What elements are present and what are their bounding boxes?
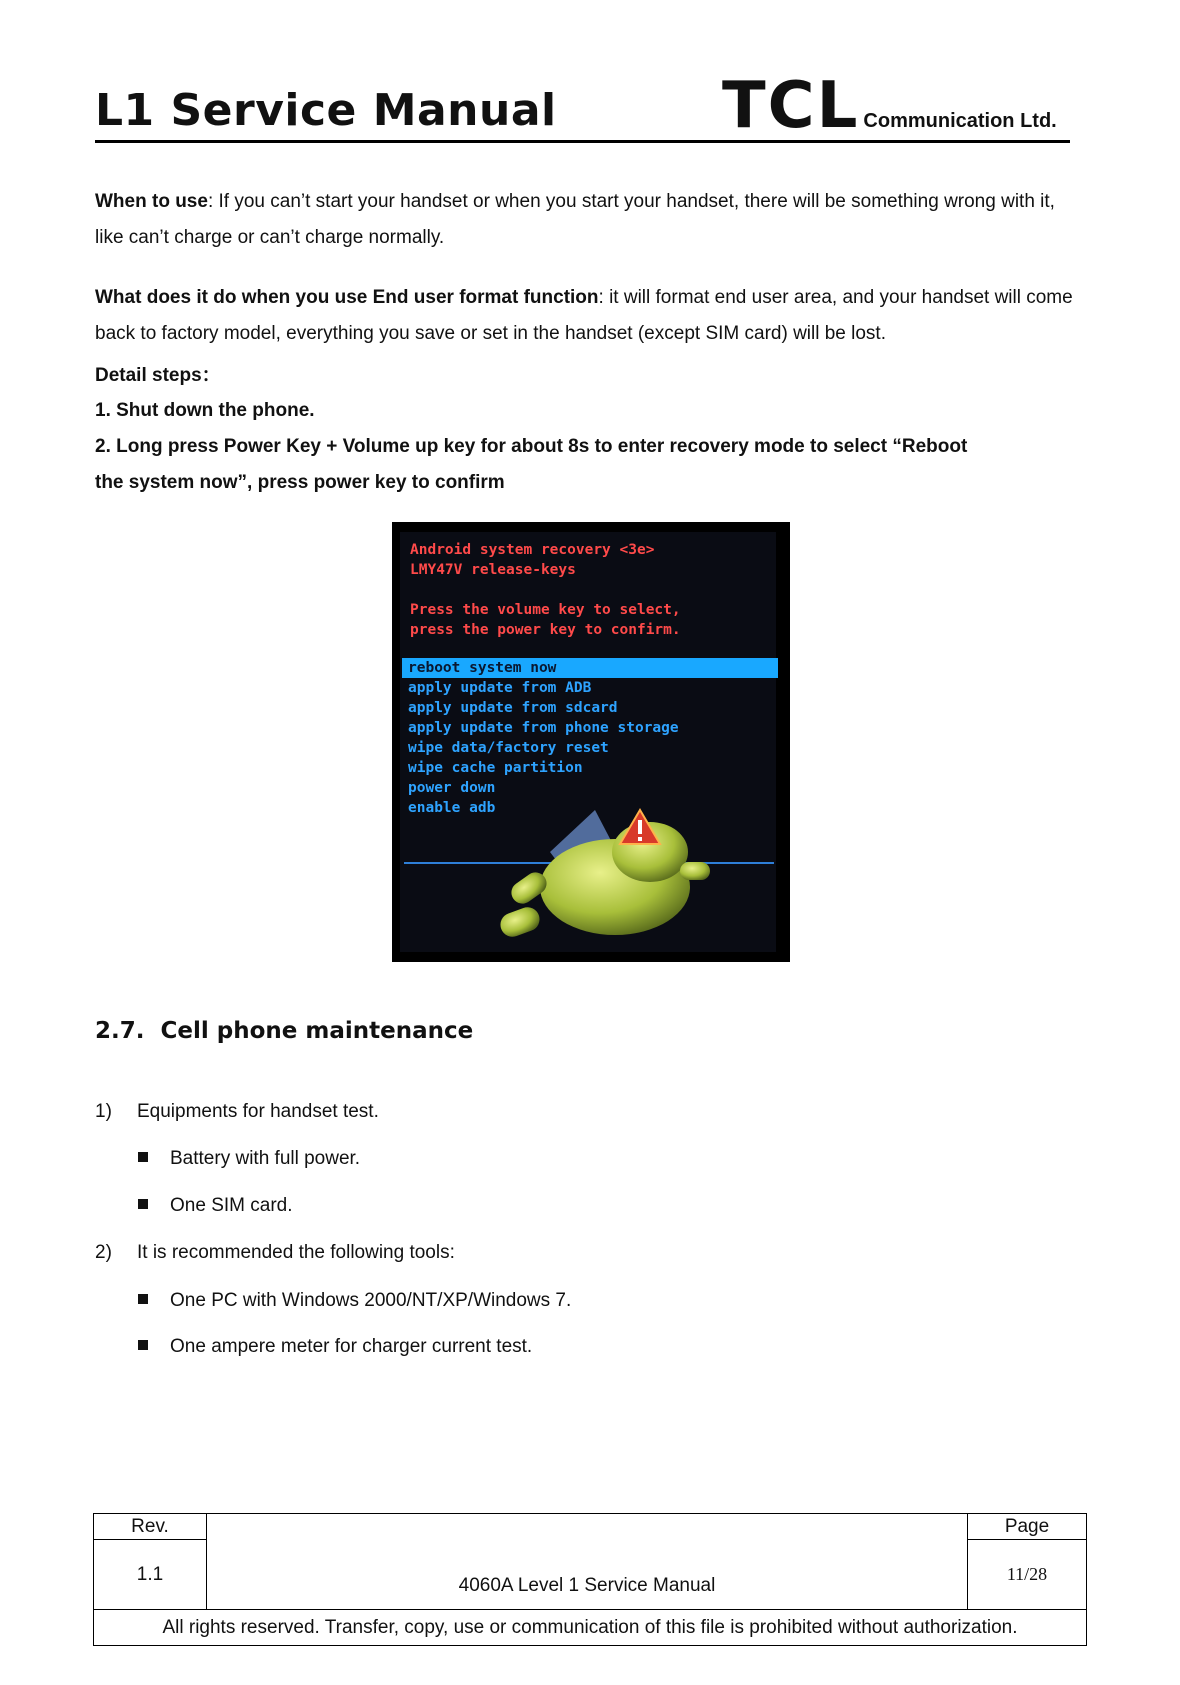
recovery-header-line: Android system recovery <3e>	[410, 542, 655, 558]
page-header	[95, 69, 1070, 143]
bullet-square-icon	[138, 1340, 148, 1350]
recovery-build-line: LMY47V release-keys	[410, 562, 576, 578]
menu-item-power-down: power down	[408, 780, 496, 796]
menu-item-wipe-data: wipe data/factory reset	[408, 740, 609, 756]
footer-document-title: 4060A Level 1 Service Manual	[207, 1514, 968, 1610]
logo-subtitle: Communication Ltd.	[863, 110, 1057, 132]
detail-steps-heading: Detail steps：	[95, 365, 221, 386]
rev-value: 1.1	[94, 1540, 207, 1610]
when-to-use-label: When to use	[95, 191, 208, 212]
bullet-text: One SIM card.	[170, 1195, 293, 1216]
rights-notice: All rights reserved. Transfer, copy, use or communication of this file is prohibited without authorization.	[94, 1610, 1087, 1646]
footer-table	[93, 1513, 1087, 1646]
step-2-line-2: the system now”, press power key to confirm	[95, 472, 505, 493]
recovery-mode-photo	[392, 522, 790, 962]
list-number: 2)	[95, 1242, 112, 1263]
list-item	[95, 1242, 455, 1264]
rev-label: Rev.	[94, 1514, 207, 1540]
warning-mark	[638, 820, 642, 834]
menu-item-apply-update-storage: apply update from phone storage	[408, 720, 679, 736]
step-1: 1. Shut down the phone.	[95, 400, 315, 421]
bullet-square-icon	[138, 1199, 148, 1209]
bullet-item	[138, 1290, 571, 1312]
menu-item-apply-update-sdcard: apply update from sdcard	[408, 700, 618, 716]
format-function-label: What does it do when you use End user format function	[95, 287, 599, 308]
bullet-text: One PC with Windows 2000/NT/XP/Windows 7.	[170, 1290, 572, 1311]
bullet-text: Battery with full power.	[170, 1148, 361, 1169]
section-number: 2.7.	[95, 1018, 145, 1044]
menu-item-wipe-cache: wipe cache partition	[408, 760, 583, 776]
robot-arm	[680, 862, 710, 880]
logo-text: TCL	[722, 69, 860, 143]
when-to-use-text: : If you can’t start your handset or when you start your handset, there will be something wrong with it, like can’t charge or can’t charge normally.	[95, 191, 1055, 248]
document-title: L1 Service Manual	[95, 85, 557, 136]
format-function-text: : it will format end user area, and your handset will come back to factory model, everything you save or set in the handset (except SIM card) will be lost.	[95, 287, 1073, 344]
bullet-square-icon	[138, 1294, 148, 1304]
format-function-paragraph	[95, 280, 1085, 352]
section-heading	[95, 1018, 473, 1044]
menu-item-reboot-system-now: reboot system now	[402, 658, 778, 678]
robot-leg	[497, 904, 543, 940]
step-2-line-1: 2. Long press Power Key + Volume up key for about 8s to enter recovery mode to select “Reboot	[95, 436, 968, 457]
android-robot-icon	[480, 782, 720, 957]
list-number: 1)	[95, 1101, 112, 1122]
list-text: Equipments for handset test.	[137, 1101, 379, 1122]
recovery-instruction-line: press the power key to confirm.	[410, 622, 681, 638]
bullet-item	[138, 1336, 532, 1358]
warning-dot	[638, 837, 642, 841]
when-to-use-paragraph	[95, 184, 1085, 256]
menu-item-apply-update-adb: apply update from ADB	[408, 680, 592, 696]
page-label: Page	[968, 1514, 1087, 1540]
bullet-square-icon	[138, 1152, 148, 1162]
page-number: 11/28	[968, 1540, 1087, 1610]
bullet-item	[138, 1195, 293, 1217]
bullet-item	[138, 1148, 360, 1170]
list-item	[95, 1101, 379, 1123]
recovery-screen	[400, 532, 776, 952]
recovery-instruction-line: Press the volume key to select,	[410, 602, 681, 618]
list-text: It is recommended the following tools:	[137, 1242, 455, 1263]
bullet-text: One ampere meter for charger current test.	[170, 1336, 533, 1357]
section-title: Cell phone maintenance	[160, 1018, 474, 1044]
company-logo	[722, 69, 1057, 143]
menu-item-enable-adb: enable adb	[408, 800, 496, 816]
